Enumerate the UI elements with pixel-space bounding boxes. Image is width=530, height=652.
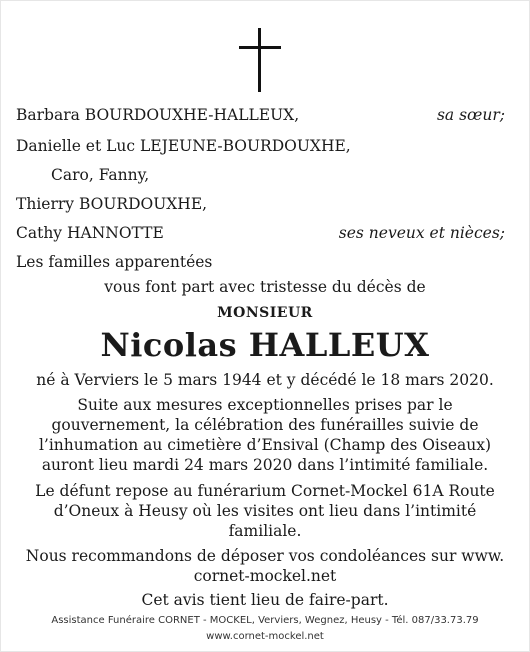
honorific-title: MONSIEUR	[217, 305, 313, 321]
closing-line: Cet avis tient lieu de faire-part.	[141, 591, 389, 609]
family-name: Les familles apparentées	[16, 253, 213, 271]
family-relation: ses neveux et nièces;	[338, 224, 505, 242]
funeral-line: Suite aux mesures exceptionnelles prises par le	[77, 396, 453, 414]
funeral-home-info: Assistance Funéraire CORNET - MOCKEL, Verviers, Wegnez, Heusy - Tél. 087/33.73.79	[51, 615, 479, 626]
condolence-line: Nous recommandons de déposer vos condoléances sur www.	[25, 547, 505, 565]
family-name: Cathy HANNOTTE	[16, 224, 164, 242]
funeral-paragraph	[1, 395, 529, 475]
family-row	[16, 194, 505, 214]
cross-icon	[239, 28, 281, 92]
family-row	[16, 105, 505, 125]
family-row	[16, 252, 505, 272]
family-row	[16, 223, 505, 243]
condolence-paragraph	[1, 546, 529, 586]
family-relation: sa sœur;	[436, 106, 505, 124]
announcement: vous font part avec tristesse du décès de	[104, 278, 426, 296]
family-row	[16, 136, 505, 156]
repose-line: familiale.	[228, 522, 302, 540]
funeral-line: l’inhumation au cimetière d’Ensival (Champ des Oiseaux)	[38, 436, 492, 454]
family-name: Caro, Fanny,	[51, 166, 150, 184]
funeral-home-website: www.cornet-mockel.net	[206, 631, 324, 642]
funeral-line: gouvernement, la célébration des funérailles suivie de	[51, 416, 479, 434]
funeral-line: auront lieu mardi 24 mars 2020 dans l’intimité familiale.	[41, 456, 489, 474]
deceased-name: Nicolas HALLEUX	[100, 326, 430, 364]
family-name: Thierry BOURDOUXHE,	[16, 195, 208, 213]
repose-line: Le défunt repose au funérarium Cornet-Mockel 61A Route	[35, 482, 495, 500]
family-row	[51, 165, 505, 185]
repose-paragraph	[1, 481, 529, 541]
repose-line: d’Oneux à Heusy où les visites ont lieu dans l’intimité	[53, 502, 477, 520]
family-name: Danielle et Luc LEJEUNE-BOURDOUXHE,	[16, 137, 351, 155]
family-name: Barbara BOURDOUXHE-HALLEUX,	[16, 106, 300, 124]
condolence-line: cornet-mockel.net	[193, 567, 337, 585]
obituary-notice	[1, 1, 529, 651]
birth-death-line: né à Verviers le 5 mars 1944 et y décédé le 18 mars 2020.	[36, 371, 494, 389]
